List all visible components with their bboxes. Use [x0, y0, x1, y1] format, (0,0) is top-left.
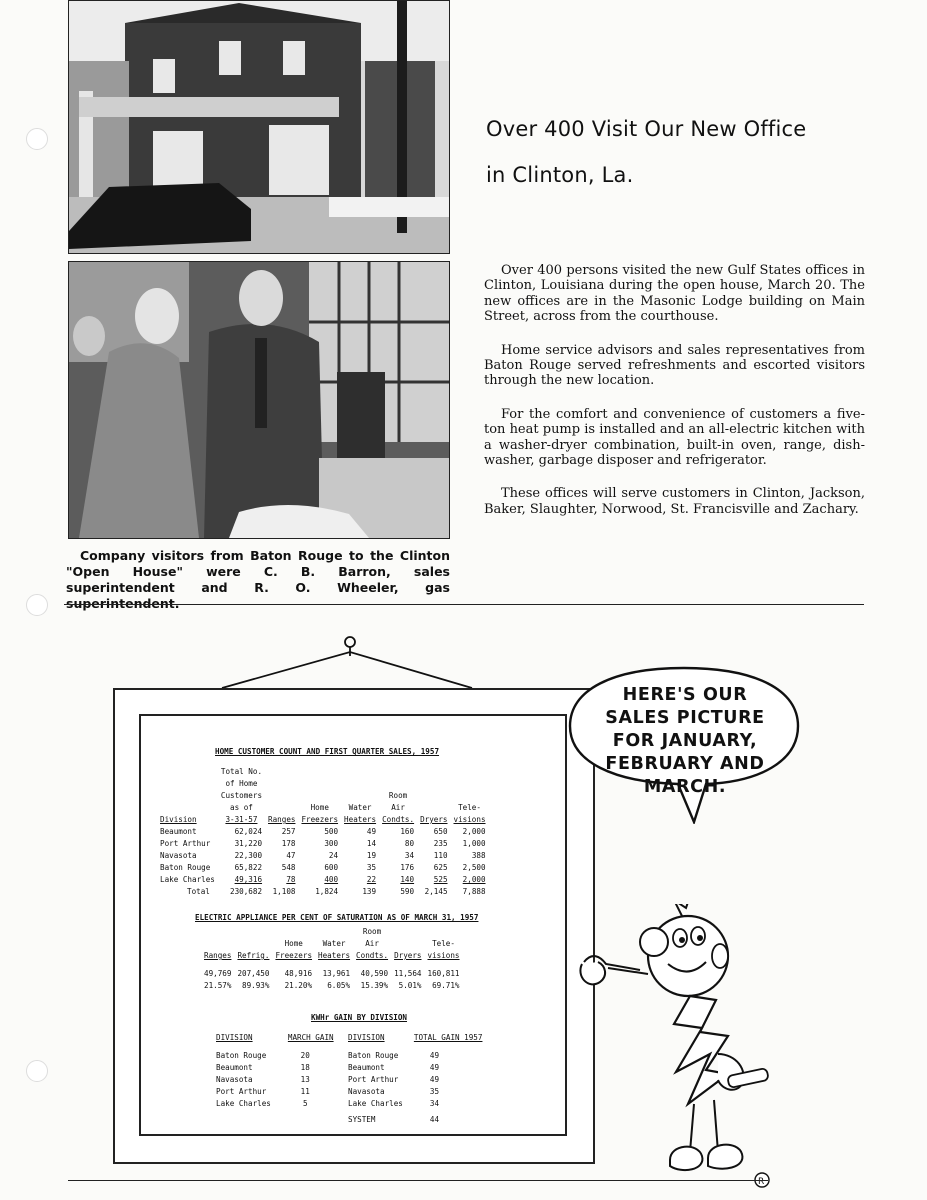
- section-divider: [64, 604, 864, 605]
- col-freezers: Home Freezers: [301, 803, 339, 824]
- col-tv: Tele- visions: [427, 939, 460, 960]
- col-dryers: Dryers: [420, 815, 448, 824]
- col-total-gain: TOTAL GAIN 1957: [413, 1033, 483, 1042]
- table-row: Lake Charles 5: [216, 1099, 308, 1108]
- headline-line-1: Over 400 Visit Our New Office: [486, 117, 807, 141]
- article-headline: [486, 110, 886, 202]
- table-row: 49,769 207,450 48,916 13,961 40,590 11,564 160,811: [204, 969, 460, 978]
- table3-title: KWHr GAIN BY DIVISION: [311, 1013, 408, 1022]
- table-row: Lake Charles 34: [348, 1099, 440, 1108]
- svg-text:R: R: [758, 1177, 765, 1187]
- photo-clinton-office-building: [68, 0, 450, 254]
- col-division: DIVISION: [348, 1033, 385, 1042]
- table-row: Baton Rouge 20: [216, 1051, 310, 1060]
- col-customers: Total No. of Home Customers as of 3-31-57: [220, 767, 263, 824]
- table-row: Navasota 13: [216, 1075, 310, 1084]
- hanging-wire: [200, 630, 490, 696]
- table-row: Lake Charles 49,316 78 400 22 140 525 2,000: [160, 875, 486, 884]
- table-row: Navasota 35: [348, 1087, 440, 1096]
- speech-bubble-text: HERE'S OUR SALES PICTURE FOR JANUARY, FEBRUARY AND MARCH.: [605, 685, 765, 797]
- col-refrig: Refrig.: [237, 951, 270, 960]
- table-row: Beaumont 62,024 257 500 49 160 650 2,000: [160, 827, 486, 836]
- photo-visitors-barron-wheeler: [68, 261, 450, 539]
- col-division: Division: [160, 815, 197, 824]
- table-row: Beaumont 18: [216, 1063, 310, 1072]
- col-tv: Tele- visions: [453, 803, 486, 824]
- col-division: DIVISION: [216, 1033, 253, 1042]
- table-row: Port Arthur 31,220 178 300 14 80 235 1,000: [160, 839, 486, 848]
- article-paragraph: Over 400 persons visited the new Gulf States offices in Clinton, Louisiana during the open house, March 20. The new offices are in the Masonic Lodge building on Main Street, across from the courthouse.: [484, 263, 865, 325]
- col-heaters: Water Heaters: [344, 803, 377, 824]
- col-ranges: Ranges: [204, 951, 232, 960]
- sales-chart-board: [113, 688, 595, 1164]
- customer-sales-table: [157, 766, 489, 898]
- binder-hole: [26, 594, 48, 616]
- table-total-row: Total 230,682 1,108 1,824 139 590 2,145 7,888: [187, 887, 486, 896]
- binder-hole: [26, 1060, 48, 1082]
- saturation-table: [201, 926, 463, 992]
- reddy-kilowatt-mascot: [578, 904, 778, 1196]
- table-total-row: SYSTEM 44: [348, 1115, 440, 1124]
- col-freezers: Home Freezers: [275, 939, 313, 960]
- table-row: Port Arthur 49: [348, 1075, 440, 1084]
- table-row: Beaumont 49: [348, 1063, 440, 1072]
- article-body: [484, 263, 865, 535]
- col-aircond: Room Air Condts.: [382, 791, 415, 824]
- kwhr-march-gain-table: [213, 1032, 337, 1110]
- table-row: Port Arthur 11: [216, 1087, 310, 1096]
- table2-title: ELECTRIC APPLIANCE PER CENT OF SATURATION AS OF MARCH 31, 1957: [195, 913, 479, 922]
- photo-caption: Company visitors from Baton Rouge to the Clinton "Open House" were C. B. Barron, sales superintendent and R. O. Wheeler, gas superintendent.: [66, 548, 450, 611]
- article-paragraph: For the comfort and convenience of customers a five-ton heat pump is installed and an all-electric kitchen with a washer-dryer combination, built-in oven, range, dish-washer, garbage disposer and refrigerator.: [484, 406, 865, 469]
- table-row: 21.57% 89.93% 21.20% 6.05% 15.39% 5.01% 69.71%: [204, 981, 460, 990]
- article-paragraph: Home service advisors and sales representatives from Baton Rouge served refreshments and escorted visitors through the new location.: [484, 342, 865, 389]
- binder-hole: [26, 128, 48, 150]
- table-row: Navasota 22,300 47 24 19 34 110 388: [160, 851, 486, 860]
- table-row: Baton Rouge 65,822 548 600 35 176 625 2,500: [160, 863, 486, 872]
- col-dryers: Dryers: [394, 951, 422, 960]
- table1-title: HOME CUSTOMER COUNT AND FIRST QUARTER SALES, 1957: [215, 747, 440, 756]
- col-ranges: Ranges: [268, 815, 296, 824]
- col-march-gain: MARCH GAIN: [287, 1033, 334, 1042]
- headline-line-2: in Clinton, La.: [486, 163, 634, 187]
- table-row: Baton Rouge 49: [348, 1051, 440, 1060]
- article-paragraph: These offices will serve customers in Clinton, Jackson, Baker, Slaughter, Norwood, St. Francisville and Zachary.: [484, 486, 865, 517]
- col-aircond: Room Air Condts.: [356, 927, 389, 960]
- col-heaters: Water Heaters: [318, 939, 351, 960]
- kwhr-total-gain-table: [345, 1032, 485, 1126]
- bottom-rule: [68, 1180, 768, 1181]
- sales-chart-panel: [139, 714, 567, 1136]
